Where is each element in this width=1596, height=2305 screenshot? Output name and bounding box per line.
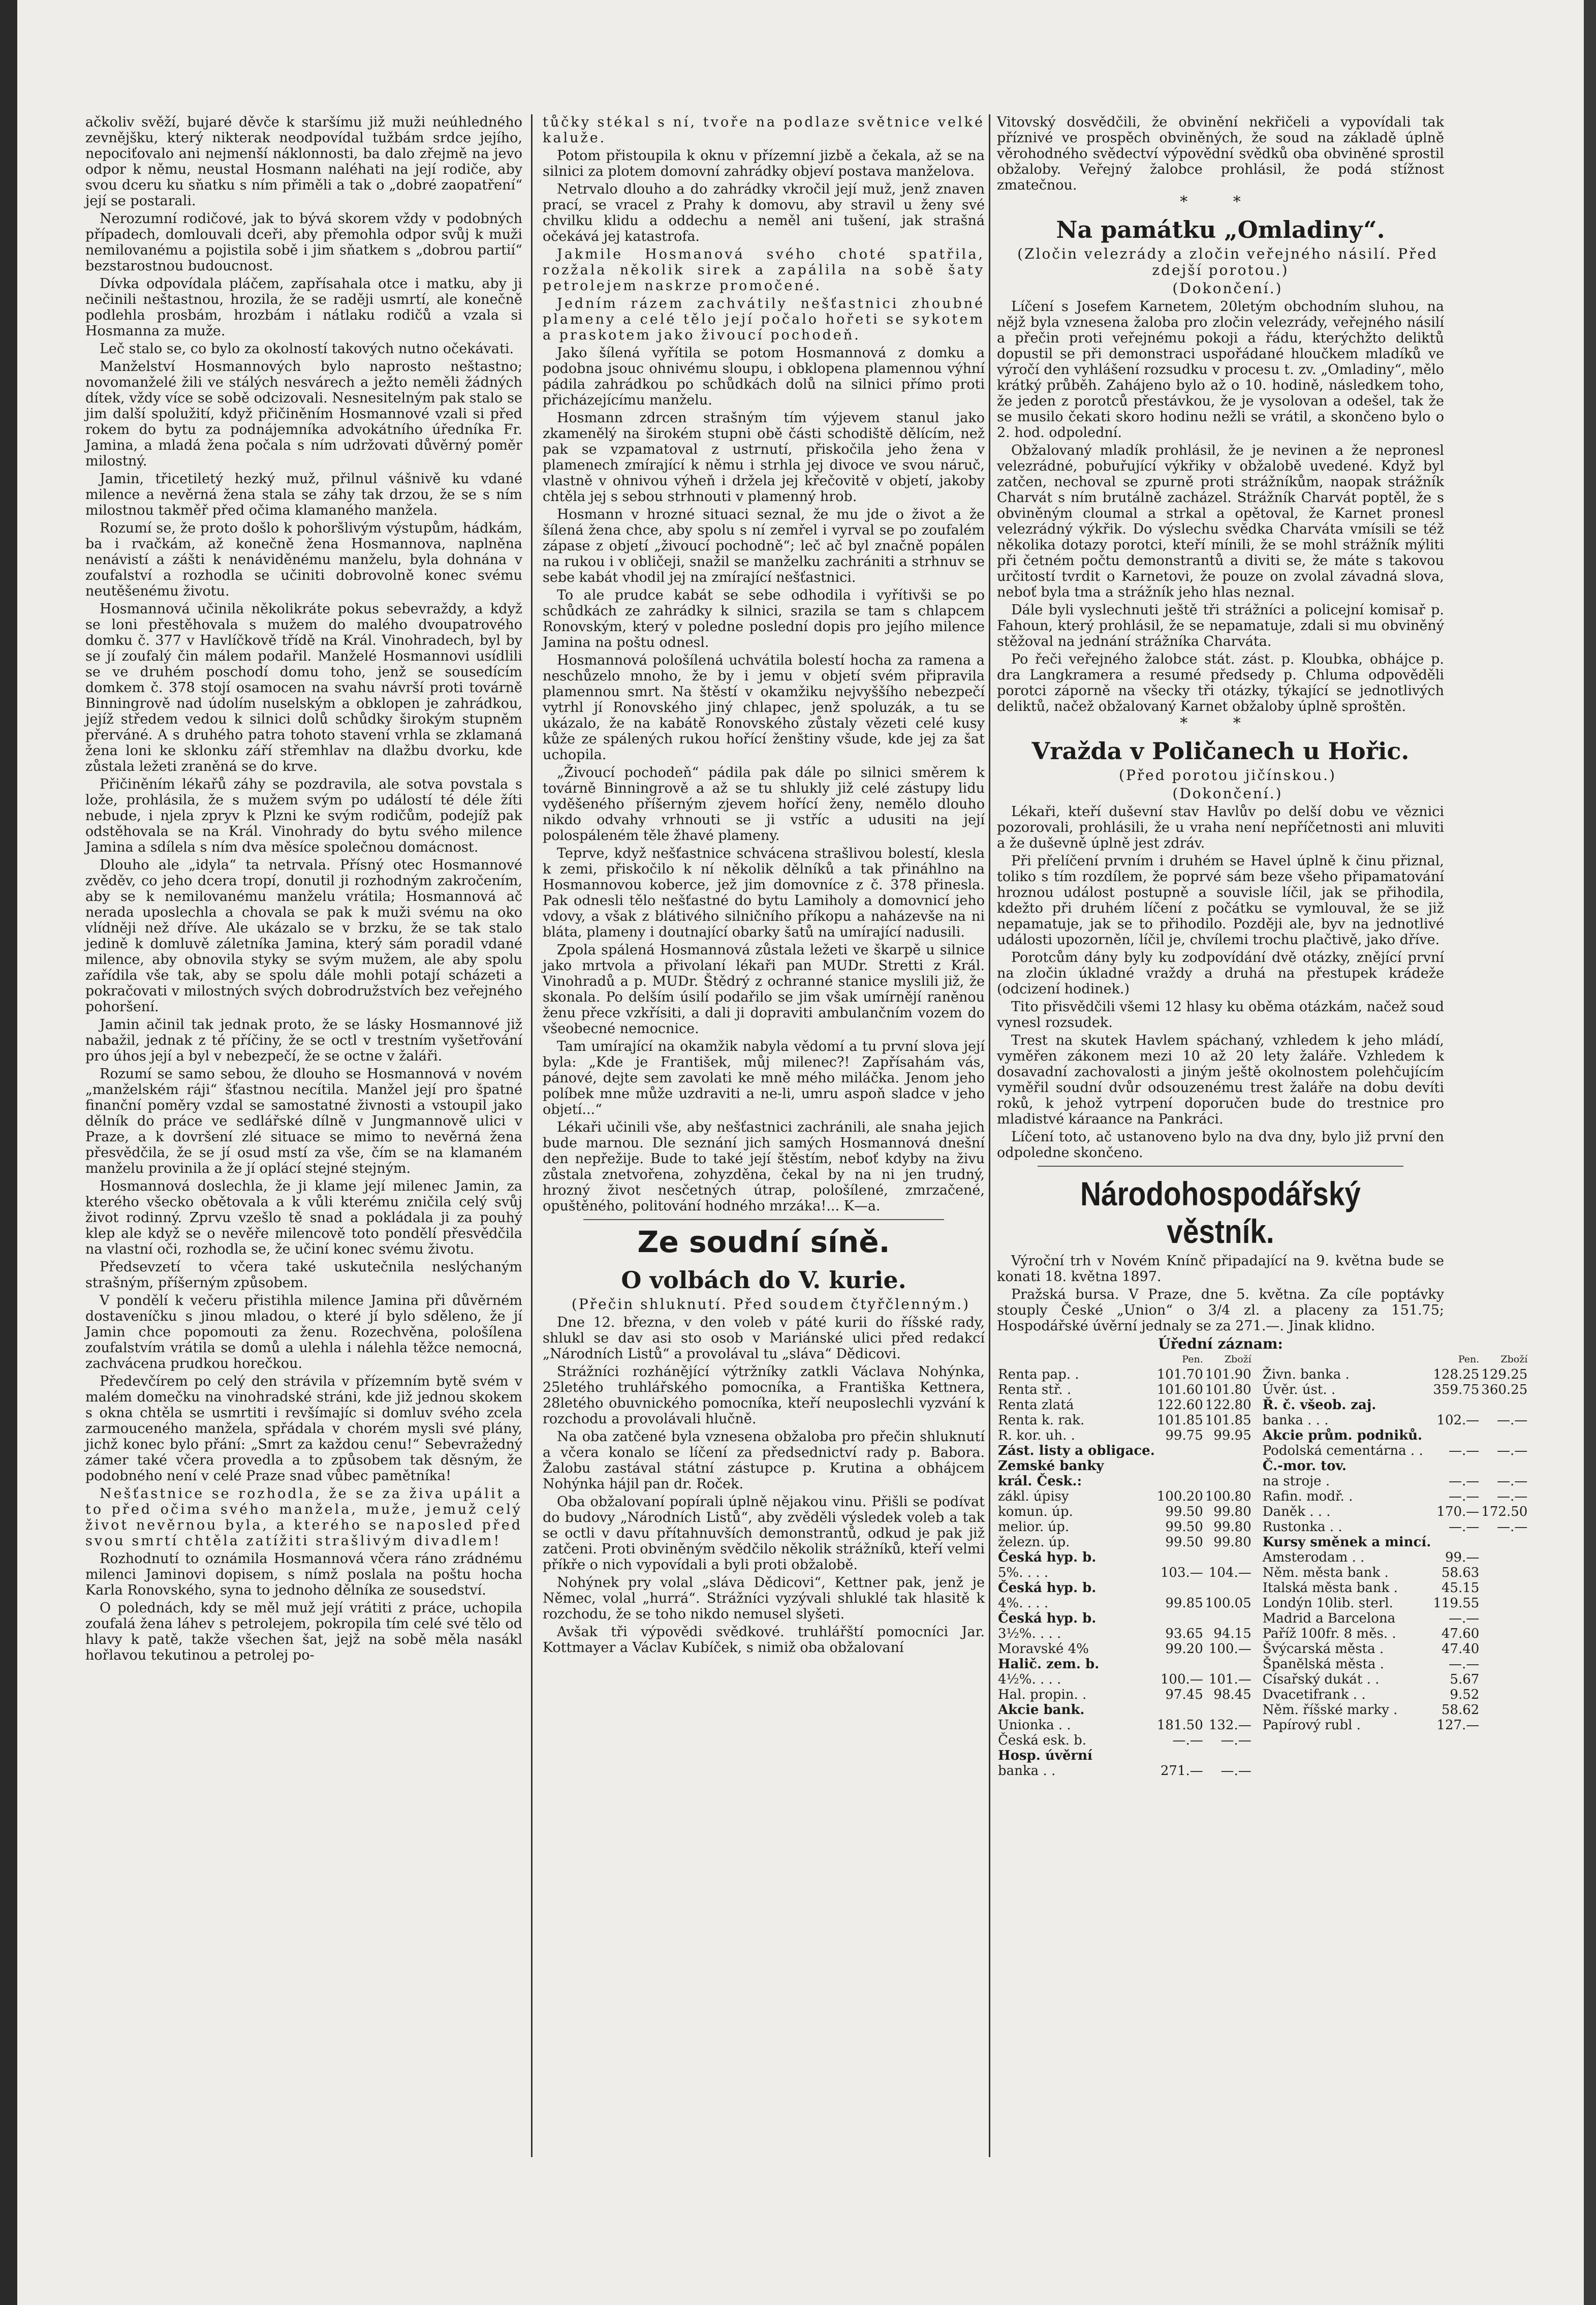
market-row-label: Papírový rubl . xyxy=(1262,1718,1361,1733)
market-row xyxy=(1262,1489,1529,1504)
section-heading-economy: Národohospodářský věstník. xyxy=(1080,1175,1361,1250)
market-row-value: 99.80 xyxy=(1213,1535,1251,1550)
market-row-value xyxy=(1204,1702,1253,1718)
market-row xyxy=(1262,1413,1529,1428)
market-row xyxy=(997,1535,1253,1550)
market-row xyxy=(1262,1535,1529,1550)
column-3 xyxy=(997,114,1528,1779)
market-row xyxy=(1262,1672,1529,1687)
market-row-label: Italská města bank . xyxy=(1262,1580,1398,1596)
scan-border-right xyxy=(1584,0,1596,2305)
paragraph: Trest na skutek Havlem spáchaný, vzhledem k jeho mládí, vyměřen zákonem mezi 10 až 20 lety žaláře. Vzhledem k dosavadní zachovalosti a jiným ještě okolnostem polehčujícím vyměřil soudní dvůr odsouzenému trest žaláře na dobu devíti roků, k jehož vytrpení doporučen bude do trestnice pro mladistvé káraance na Pankráci. xyxy=(997,1033,1444,1127)
market-row-value: —.— xyxy=(1449,1443,1480,1458)
market-row-label: Amsterodam . . xyxy=(1262,1550,1365,1565)
market-row xyxy=(997,1458,1253,1474)
market-row-value: 172.50 xyxy=(1481,1504,1528,1519)
market-row-value xyxy=(1480,1580,1528,1596)
column-rule-1 xyxy=(531,114,533,2157)
paragraph: Rozhodnutí to oznámila Hosmannová včera ráno zrádnému milenci Jaminovi dopisem, s nímž poslala na poštu hocha Karla Ronovského, syna to jednoho dělníka ze sousedství. xyxy=(85,1551,522,1598)
paragraph: Rozumí se, že proto došlo k pohoršlivým výstupům, hádkám, ba i rvačkám, až konečně žena Hosmannova, naplněna nenávistí a zášti k nenáviděnému manželu, byla dohnána v zoufalství a rozhodla se učiniti dobrovolně konec svému neutěšenému životu. xyxy=(85,520,522,599)
market-row-label: Španělská města . xyxy=(1262,1657,1384,1672)
market-row-value xyxy=(1480,1611,1528,1626)
paragraph: Oba obžalovaní popírali úplně nějakou vinu. Přišli se podívat do budovy „Národních Listů“, aby zvěděli výsledek voleb a tak se octli v davu přítahnuvších demonstrantů, odkud je pak již zatčeni. Proti obviněným svědčilo několik strážníků, kteří velmi příkře o nich vypovídali a byli proti obžalobě. xyxy=(543,1494,985,1573)
market-row-label: Rustonka . . xyxy=(1262,1519,1342,1535)
paragraph: Předevčírem po celý den strávila v přízemním bytě svém v malém domečku na vinohradské stráni, kde již jednou skokem s okna chtěla se usmrtiti i revšímajíc si domluv svého zcela zarmouceného manžela, spřádala v chorém mysli své plány, jichž konec bylo přání: „Smrt za každou cenu!“ Sebevražedný zámer také včera provedla a to způsobem tak děsným, že podobného není v celé Praze snad vůbec pamětníka! xyxy=(85,1374,522,1484)
market-row-value: 359.75 xyxy=(1433,1382,1480,1397)
column-header: Zboží xyxy=(1224,1354,1251,1365)
market-row xyxy=(997,1550,1253,1565)
section-heading-court: Ze soudní síně. xyxy=(637,1225,890,1259)
market-row-value: 101.85 xyxy=(1205,1413,1251,1428)
market-row-value xyxy=(1204,1580,1253,1596)
market-row-label: Renta k. rak. xyxy=(998,1413,1085,1428)
market-row-value xyxy=(1156,1657,1204,1672)
market-row-label: Hal. propin. . xyxy=(998,1687,1087,1702)
market-row-value: —.— xyxy=(1449,1657,1480,1672)
market-row xyxy=(1262,1718,1529,1733)
paragraph: Nerozumní rodičové, jak to bývá skorem vždy v podobných případech, domlouvali dceři, aby přemohla odpor svůj k muži nemilovanému a pojistila sobě i jim sňatkem s „dobrou partií“ bezstarostnou budoucnost. xyxy=(85,211,522,274)
market-row-value xyxy=(1480,1626,1528,1641)
market-row-value: 119.55 xyxy=(1433,1596,1480,1611)
market-row-value: 58.63 xyxy=(1441,1565,1480,1580)
market-row-label: Podolská cementárna . . xyxy=(1262,1443,1423,1458)
market-tables xyxy=(997,1352,1528,1779)
market-row-label: Akcie bank. xyxy=(998,1702,1085,1718)
market-row-value: 45.15 xyxy=(1441,1580,1480,1596)
market-row-label: 5%. . . . xyxy=(998,1565,1049,1580)
market-row-value: 128.25 xyxy=(1433,1367,1480,1382)
market-row-value: 122.80 xyxy=(1205,1397,1251,1413)
paragraph: Hosmannová učinila několikráte pokus sebevraždy, a když se loni přestěhovala s mužem do malého dvoupatrového domku č. 377 v Havlíčkově třídě na Král. Vinohradech, byl by se jí zoufalý čin málem podařil. Manželé Hosmannovi usídlili se ve druhém poschodí domu toho, jenž se sousedícím domkem č. 378 stojí osamocen na svahu návrší proti továrně Binningrově nad údolím nuselským a obklopen je zahrádkou, jejíž středem vedou k silnici dolů schůdky širokým stupněm přerváné. A s druhého patra tohoto stavení vrhla se zklamaná žena loni ke sklonku září střemhlav na dlažbu dvorku, kde zůstala ležeti zraněná se do krve. xyxy=(85,601,522,774)
market-row-label: Č.-mor. tov. xyxy=(1262,1458,1347,1474)
market-row-label: Renta stř. . xyxy=(998,1382,1072,1397)
paragraph: Na oba zatčené byla vznesena obžaloba pro přečin shluknutí a včera konalo se líčení za předsednictví rady p. Babora. Žalobu zastával státní zástupce p. Krutina a obhájcem Nohýnka hájil pan dr. Roček. xyxy=(543,1429,985,1492)
market-row xyxy=(997,1443,1253,1458)
market-row xyxy=(997,1367,1253,1382)
market-row-value: —.— xyxy=(1172,1733,1203,1748)
market-row xyxy=(997,1596,1253,1611)
market-row xyxy=(1262,1565,1529,1580)
market-row xyxy=(1262,1382,1529,1397)
market-row-label: Něm. říšské marky . xyxy=(1262,1702,1398,1718)
market-row-value: 132.— xyxy=(1208,1718,1251,1733)
market-row-label: Česká hyp. b. xyxy=(998,1550,1097,1565)
market-row-value: 101.70 xyxy=(1156,1367,1203,1382)
market-row-label: Madrid a Barcelona xyxy=(1262,1611,1396,1626)
market-row-label: Hosp. úvěrní xyxy=(998,1748,1092,1763)
market-row-label: železn. úp. xyxy=(998,1535,1070,1550)
market-row xyxy=(997,1519,1253,1535)
market-row-value: —.— xyxy=(1497,1519,1528,1535)
paragraph: Zpola spálená Hosmannová zůstala ležeti ve škarpě u silnice jako mrtvola a přivolaní lékaři pan MUDr. Stretti z Král. Vinohradů a p. MUDr. Štědrý z ochranné stanice myslili již, že skonala. Po delším úsilí podařilo se jim však umírnějí raněnou ženu přece vzkřísiti, a dali ji dopraviti ambulančním vozem do všeobecné nemocnice. xyxy=(543,942,985,1037)
market-row-value xyxy=(1480,1397,1528,1413)
paragraph: ačkoliv svěží, bujaré děvče k staršímu již muži neúhledného zevnějšku, který nikterak neodpovídal tužbám srdce jejího, nepociťovalo ani nejmenší náklonnosti, ba dalo zřejmě na jevo odpor k němu, neustal Hosmann naléhati na její rodiče, aby svou dceru ku sňatku s ním přiměli a tak o „dobré zaopatření“ její se postarali. xyxy=(85,114,522,209)
market-row-value: 47.60 xyxy=(1441,1626,1480,1641)
market-row-value: 97.45 xyxy=(1165,1687,1203,1702)
market-row-value: 103.— xyxy=(1160,1565,1203,1580)
market-row xyxy=(997,1641,1253,1657)
market-row-value: 100.20 xyxy=(1156,1489,1203,1504)
market-row-value xyxy=(1156,1474,1204,1489)
market-row-label: banka . . xyxy=(998,1763,1056,1779)
market-row-value xyxy=(1156,1550,1204,1565)
market-row-value xyxy=(1432,1458,1480,1474)
market-row xyxy=(1262,1443,1529,1458)
market-row-value xyxy=(1480,1565,1528,1580)
market-row-value: 99.— xyxy=(1445,1550,1480,1565)
paragraph: Předsevzetí to včera také uskutečnila neslýchaným strašným, příšerným způsobem. xyxy=(85,1259,522,1291)
market-row xyxy=(1262,1367,1529,1382)
market-row-label: 3½%. . . . xyxy=(998,1626,1061,1641)
market-row-label: Česká hyp. b. xyxy=(998,1611,1097,1626)
market-row-value: 360.25 xyxy=(1481,1382,1528,1397)
paragraph: Potom přistoupila k oknu v přízemní jizbě a čekala, až se na silnici za plotem domovní zahrádky objeví postava manželova. xyxy=(543,148,985,179)
market-row-value xyxy=(1480,1641,1528,1657)
market-row xyxy=(997,1565,1253,1580)
market-row xyxy=(1262,1458,1529,1474)
market-row-label: král. Česk.: xyxy=(998,1474,1082,1489)
market-row-label: na stroje . xyxy=(1262,1474,1330,1489)
market-row xyxy=(997,1626,1253,1641)
market-row-value: 129.25 xyxy=(1481,1367,1528,1382)
market-row-value xyxy=(1156,1702,1204,1718)
paragraph: O polednách, kdy se měl muž její vrátiti z práce, uchopila zoufalá žena láhev s petrolejem, pokropila tím celé své tělo od hlavy k patě, takže všechen šat, jejž na sobě měla nasákl hořlavou tekutinou a petrolej po- xyxy=(85,1600,522,1663)
market-row-value xyxy=(1204,1458,1253,1474)
market-row xyxy=(1262,1687,1529,1702)
market-row-value: 99.85 xyxy=(1165,1596,1203,1611)
market-row-label: Zást. listy a obligace. xyxy=(998,1443,1155,1458)
market-row-value: 99.80 xyxy=(1213,1519,1251,1535)
market-row-label: Londýn 10lib. sterl. xyxy=(1262,1596,1393,1611)
paragraph: Jako šílená vyřítila se potom Hosmannová z domku a podobna jsouc ohnivému sloupu, i obklopena plamennou výhní pádila zahrádkou po schůdkách dolů na silnici přímo proti přicházejícímu manželu. xyxy=(543,345,985,408)
market-row-value xyxy=(1480,1550,1528,1565)
market-row-value: 101.80 xyxy=(1205,1382,1251,1397)
column-1 xyxy=(85,114,522,1665)
market-row-value: 58.62 xyxy=(1441,1702,1480,1718)
market-row xyxy=(997,1672,1253,1687)
paragraph: Hosmann v hrozné situaci seznal, že mu jde o život a že šílená žena chce, aby spolu s ní zemřel i vyrval se po zoufalém zápase z objetí „živoucí pochodně“; leč ač byl značně popálen na rukou i v obličeji, snažil se manželku zachrániti a strhnuv se sebe kabát vhodil jej na zmírající nešťastnici. xyxy=(543,507,985,585)
market-row-label: Renta pap. . xyxy=(998,1367,1079,1382)
paragraph: Obžalovaný mladík prohlásil, že je nevinen a že nepronesl velezrádné, pobuřující výkřiky v obžalobě uvedené. Když byl zatčen, nechoval se zpurně proti strážníkům, naopak strážník Charvát s ním brutálně zacházel. Strážník Charvát poptěl, že s obviněným cloumal a strkal a opětoval, že Karnet pronesl velezrádný výkřik. Do výslechu svědka Charváta vmísili se též několika dotazy porotci, kteří mínili, že se mohl strážník mýliti při četném počtu demonstrantů a diviti se, že máte s takovou určitostí tvrdit o Karnetovi, že pouze on zvolal závadná slova, neboť byla tma a strážník jeho hlas neznal. xyxy=(997,443,1444,600)
market-row-value: —.— xyxy=(1449,1611,1480,1626)
paragraph: Pražská bursa. V Praze, dne 5. května. Za cíle poptávky stouply České „Union“ o 3/4 zl. a placeny za 151.75; Hospodářské úvěrní jednaly se za 271.—. Jinak klidno. xyxy=(997,1287,1444,1334)
market-row-value: 170.— xyxy=(1436,1504,1480,1519)
market-row-value xyxy=(1204,1443,1253,1458)
market-row-value: 99.20 xyxy=(1165,1641,1203,1657)
market-row-value: 94.15 xyxy=(1213,1626,1251,1641)
market-row-value xyxy=(1480,1687,1528,1702)
market-row-value xyxy=(1156,1748,1204,1763)
market-row-label: Kursy směnek a mincí. xyxy=(1262,1535,1431,1550)
market-row-value: 9.52 xyxy=(1450,1687,1480,1702)
market-row-value: 100.05 xyxy=(1205,1596,1251,1611)
scan-border-left xyxy=(0,0,17,2305)
paragraph: Netrvalo dlouho a do zahrádky vkročil její muž, jenž znaven prací, se vracel z Prahy k domovu, aby stravil u ženy své chvilku klidu a oddechu a neměl ani tušení, jak strašná očekává jej katastrofa. xyxy=(543,181,985,244)
market-row-label: 4½%. . . . xyxy=(998,1672,1061,1687)
section-divider xyxy=(1038,1166,1403,1167)
market-row-value: 99.75 xyxy=(1165,1428,1203,1443)
paragraph: Dlouho ale „idyla“ ta netrvala. Přísný otec Hosmannové zvěděv, co jeho dcera tropí, donutil ji rozhodným zakročením, aby se k nemilovanému manželu vrátila; Hosmannová ač nerada uposlechla a chovala se pak k muži svému na oko vlídněji než dříve. Ale ukázalo se v brzku, že se tak stalo jedině k domluvě záletníka Jamina, který sám poradil vdané milence, aby obnovila styky se svým mužem, ale aby spolu zařídila vše tak, aby se spolu dále mohli potají scházeti a pokračovati v milostných svých dobrodružstvích bez veřejného pohoršení. xyxy=(85,857,522,1015)
market-row-value: —.— xyxy=(1449,1519,1480,1535)
column-2 xyxy=(543,114,985,1658)
market-row-label: Paříž 100fr. 8 měs. . xyxy=(1262,1626,1396,1641)
market-row-label: Úvěr. úst. . xyxy=(1262,1382,1336,1397)
column-rule-2 xyxy=(989,114,990,2157)
market-row-label: Daněk . . . xyxy=(1262,1504,1331,1519)
paragraph: Strážníci rozhánějící výtržníky zatkli Václava Nohýnka, 25letého truhlářského pomocníka, a Františka Kettnera, 28letého obuvnického pomocníka, kteří neuposlechli vyzvání k rozchodu a provolávali hlučně. xyxy=(543,1364,985,1427)
article-subheading: (Přečin shluknutí. Před soudem čtyřčlenným.) xyxy=(571,1296,971,1313)
market-row-value: —.— xyxy=(1221,1733,1251,1748)
market-row-value xyxy=(1480,1718,1528,1733)
market-row xyxy=(1262,1550,1529,1565)
market-table-right xyxy=(1262,1352,1529,1733)
market-row-value xyxy=(1480,1657,1528,1672)
market-row-value: 101.90 xyxy=(1205,1367,1251,1382)
market-row-value: 5.67 xyxy=(1450,1672,1480,1687)
market-row-label: Rafin. modř. . xyxy=(1262,1489,1353,1504)
paragraph: Hosmannová doslechla, že ji klame její milenec Jamin, za kterého všecko obětovala a k vůli kterému zničila celý svůj život rodinný. Zprvu vzešlo tě snad a pokládala ji za pouhý klep ale když se o nevěře milencově toto pondělí přesvědčila na vlastní oči, rozhodla se, že učiní konec svému životu. xyxy=(85,1178,522,1257)
paragraph: Jedním rázem zachvátily nešťastnici zhoubné plameny a celé tělo její počalo hořeti se sykotem a praskotem jako živoucí pochodeň. xyxy=(543,296,985,343)
market-row-value xyxy=(1156,1580,1204,1596)
article-heading-omladina: Na památku „Omladiny“. xyxy=(1056,216,1385,243)
paragraph: Hosmann zdrcen strašným tím výjevem stanul jako zkamenělý na širokém stupni obě části schodiště dělícím, než pak se vzpamatoval z ustrnutí, přiskočila jeho žena v plamenech zmírající k němu i strhla jej divoce ve svou náruč, vlastně v ohnivou výheň i držela jej křečovitě v objetí, jakoby chtěla jej s sebou strhnouti v plamenný hrob. xyxy=(543,410,985,505)
market-row xyxy=(997,1474,1253,1489)
market-row-value xyxy=(1480,1428,1528,1443)
market-row-label: komun. úp. xyxy=(998,1504,1073,1519)
market-row xyxy=(1262,1474,1529,1489)
market-row-label: Renta zlatá xyxy=(998,1397,1074,1413)
market-row-value: 47.40 xyxy=(1441,1641,1480,1657)
paragraph: Jamin ačinil tak jednak proto, že se lásky Hosmannové již nabažil, jednak z té příčiny, že se octl v trestním vyšetřování pro úhos její a byl v nebezpečí, že se octne v žaláři. xyxy=(85,1017,522,1064)
market-row-value: —.— xyxy=(1497,1474,1528,1489)
market-row-value: 93.65 xyxy=(1165,1626,1203,1641)
market-row xyxy=(997,1504,1253,1519)
market-row xyxy=(1262,1626,1529,1641)
paragraph: Dne 12. března, v den voleb v páté kurii do říšské rady, shlukl se dav asi sto osob v Mariánské ulici před redakcí „Národních Listů“ a provolával tu „sláva“ Dědicovi. xyxy=(543,1315,985,1362)
market-row xyxy=(997,1687,1253,1702)
market-row-value: —.— xyxy=(1497,1413,1528,1428)
market-row xyxy=(1262,1519,1529,1535)
market-row-value xyxy=(1480,1672,1528,1687)
market-row-label: zákl. úpisy xyxy=(998,1489,1069,1504)
market-row-value xyxy=(1204,1474,1253,1489)
market-row-value: 102.— xyxy=(1436,1413,1480,1428)
paragraph: Nešťastnice se rozhodla, že se za živa upálit a to před očima svého manžela, muže, jemuž celý život nevěrnou byla, a kterého se naposled před svou smrtí chtěla zatížiti strašlivým divadlem! xyxy=(85,1486,522,1549)
paragraph: V pondělí k večeru přistihla milence Jamina při důvěrném dostaveníčku s jinou mladou, o které jí bylo sděleno, že jí Jamin chce popomouti za ženu. Rozechvěna, pološílena zoufalstvím vrátila se domů a ulehla i nálehla těžce nemocná, zachvácena prudkou horečkou. xyxy=(85,1293,522,1372)
article-note: (Dokončení.) xyxy=(1172,785,1283,802)
market-row-label: Moravské 4% xyxy=(998,1641,1089,1657)
paragraph: To ale prudce kabát se sebe odhodila i vyřítivši se po schůdkách ze zahrádky k silnici, srazila se tam s chlapcem Ronovským, který v poledne poslední dopis pro jejího milence Jamina na poštu odnesl. xyxy=(543,587,985,650)
market-row-value: 101.— xyxy=(1208,1672,1251,1687)
market-row-label: Česká hyp. b. xyxy=(998,1580,1097,1596)
market-row xyxy=(997,1413,1253,1428)
market-row-value: —.— xyxy=(1497,1489,1528,1504)
market-row-value: —.— xyxy=(1497,1443,1528,1458)
paragraph: Líčení s Josefem Karnetem, 20letým obchodním sluhou, na nějž byla vznesena žaloba pro zločin velezrády, veřejného násilí a přečin proti veřejnému pokoji a řádu, kterýchžto deliktů dopustil se při demonstraci uspořádané hloučkem mladíků ve výročí den vyhlášení rozsudku v procesu t. zv. „Omladiny“, mělo krátký průběh. Zahájeno bylo až o 10. hodině, následkem toho, že jeden z porotců přestávkou, že je vysolovan a odešel, tak že se musilo čekati skoro hodinu nežli se vrátil, a skončeno bylo o 2. hod. odpolední. xyxy=(997,299,1444,441)
market-row-label: Živn. banka . xyxy=(1262,1367,1350,1382)
market-row xyxy=(997,1580,1253,1596)
market-row-value xyxy=(1480,1702,1528,1718)
article-heading-elections: O volbách do V. kurie. xyxy=(621,1266,906,1294)
paragraph: Po řeči veřejného žalobce stát. zást. p. Kloubka, obhájce p. dra Langkramera a resumé předsedy p. Chluma odpověděli porotci záporně na všecky tři otázky, týkající se jednotlivých deliktů, načež obžalovaný Karnet obžaloby úplně sproštěn. xyxy=(997,651,1444,714)
paragraph: tůčky stékal s ní, tvoře na podlaze světnice velké kaluže. xyxy=(543,114,985,146)
market-row-label: Halič. zem. b. xyxy=(998,1657,1100,1672)
market-row-value: 100.— xyxy=(1208,1641,1251,1657)
paragraph: Lékaři, kteří duševní stav Havlův po delší dobu ve věznici pozorovali, prohlásili, že u vraha není nepříčetnosti ani mluviti a že duševně úplně jest zdráv. xyxy=(997,804,1444,851)
market-row xyxy=(1262,1611,1529,1626)
market-row-label: banka . . . xyxy=(1262,1413,1329,1428)
market-row-label: Dvacetifrank . . xyxy=(1262,1687,1366,1702)
paragraph: Teprve, když nešťastnice schvácena strašlivou bolestí, klesla k zemi, přiskočilo k ní několik dělníků a tak přináhlno na Hosmannovou koberce, jež jim domovníce z č. 378 přinesla. Pak odnesli tělo nešťastné do bytu Lamiholy a domovnicí jeho vdovy, a však z blátivého silničního příkopu a naházevše na ni bláta, plameny i doutnající obarky šatů na umírající nadusili. xyxy=(543,846,985,940)
market-row-value: 101.85 xyxy=(1156,1413,1203,1428)
market-row-label: Unionka . . xyxy=(998,1718,1071,1733)
paragraph: Tito přisvědčili všemi 12 hlasy ku oběma otázkám, načež soud vynesl rozsudek. xyxy=(997,999,1444,1031)
paragraph: Vitovský dosvědčili, že obvinění nekřičeli a vypovídali tak příznivé ve prospěch obviněných, že soud na základě úplně věrohodného svědectví výpovědní svědků oba obviněné sprostil obžaloby. Veřejný žalobce prohlásil, že podá stížnost zmatečnou. xyxy=(997,114,1444,193)
market-row-label: Něm. města bank . xyxy=(1262,1565,1389,1580)
paragraph: Rozumí se samo sebou, že dlouho se Hosmannová v novém „manželském ráji“ šťastnou necítila. Manžel její pro špatné finanční poměry vzdal se samostatné živnosti a vstoupil jako dělník do práce ve sedlářské dílně v Jungmannově ulici v Praze, a k dovršení zlé situace se mimo to nevěrná žena přesvědčila, že se jí osud mstí za vše, čím se na klamaném manželu provinila a že jí oplácí stejné stejným. xyxy=(85,1066,522,1176)
market-row-value: 100.80 xyxy=(1205,1489,1251,1504)
paragraph: Leč stalo se, co bylo za okolností takových nutno očekávati. xyxy=(100,341,514,357)
market-row-value: 104.— xyxy=(1208,1565,1251,1580)
paragraph: Jakmile Hosmanová svého choté spatřila, rozžala několik sirek a zapálila na sobě šaty petrolejem naskrze promočené. xyxy=(543,246,985,294)
market-row-label: Císařský dukát . . xyxy=(1262,1672,1380,1687)
market-row-label: melior. úp. xyxy=(998,1519,1070,1535)
market-row-value xyxy=(1432,1535,1480,1550)
paragraph: Avšak tři výpovědi svědkové. truhlářští pomocníci Jar. Kottmayer a Václav Kubíček, s nimiž oba obžalovaní xyxy=(543,1624,985,1656)
market-row xyxy=(997,1611,1253,1626)
market-row-value xyxy=(1156,1443,1204,1458)
market-row-value: —.— xyxy=(1221,1763,1251,1779)
market-row-value: 181.50 xyxy=(1156,1718,1203,1733)
market-row-value: 127.— xyxy=(1436,1718,1480,1733)
market-row-value xyxy=(1432,1397,1480,1413)
market-row-label: Ř. č. všeob. zaj. xyxy=(1262,1397,1376,1413)
paragraph: Hosmannová pološílená uchvátila bolestí hocha za ramena a neschůzelo mnoho, že by i jemu v objetí svém připravila plamennou smrt. Na štěstí v okamžiku nejvyššího nebezpečí vytrhl jí Ronovského jiný chlapec, jenž spoluzák, a tu se ukázalo, že na kabátě Ronovského zůstaly vězeti celé kusy kůže ze spálených rukou hořící ženštiny všude, kde jej za šat uchopila. xyxy=(543,652,985,763)
market-row-value: 122.60 xyxy=(1156,1397,1203,1413)
market-row xyxy=(997,1397,1253,1413)
market-row-label: Švýcarská města . xyxy=(1262,1641,1384,1657)
market-row xyxy=(1262,1397,1529,1413)
market-row-value: 271.— xyxy=(1160,1763,1203,1779)
market-row xyxy=(1262,1657,1529,1672)
market-row-value xyxy=(1480,1596,1528,1611)
paragraph: Manželství Hosmannových bylo naprosto neštastno; novomanželé žili ve stálých nesvárech a ježto neměli žádných dítek, vždy více se sobě odcizovali. Nesnesitelným pak stalo se jim další spolužití, když přičiněním Hosmannové vzali si před rokem do bytu za podnájemníka advokátního úředníka Fr. Jamina, a mladá žena počala s ním udržovati důvěrný poměr milostný. xyxy=(85,359,522,469)
market-row-label: Česká esk. b. xyxy=(998,1733,1087,1748)
market-row-value xyxy=(1204,1611,1253,1626)
market-row xyxy=(1262,1504,1529,1519)
market-row xyxy=(997,1657,1253,1672)
market-row-value xyxy=(1480,1458,1528,1474)
separator-stars: * * xyxy=(1180,714,1261,732)
market-row xyxy=(997,1763,1253,1779)
market-row-value: 100.— xyxy=(1160,1672,1203,1687)
paragraph: Jamin, třicetiletý hezký muž, přilnul vášnivě ku vdané milence a nevěrná žena stala se záhy tak drzou, že se s ním milostnou takměř před očima klamaného manžela. xyxy=(85,471,522,518)
paragraph: „Živoucí pochodeň“ pádila pak dále po silnici směrem k továrně Binningrově a až se tu shlukly již celé zástupy lidu vyděšeného příšerným zjevem hořící ženy, nemělo dlouho nikdo odvahy vrhnouti se ji vstříc a udusiti na její polospáleném těle žhavé plameny. xyxy=(543,765,985,844)
paragraph: Při přelíčení prvním i druhém se Havel úplně k činu přiznal, toliko s tím rozdílem, že poprvé sám beze všeho připamatování hroznou událost postupně a souvisle líčil, jak se přihodila, kdežto při druhém líčení z počátku se vymlouval, že se již nepamatuje, jak se to přihodilo. Později ale, byv na jednotlivé události upozorněn, líčil je, chvílemi trochu plačtivě, jako dříve. xyxy=(997,853,1444,948)
paragraph: Přičiněním lékařů záhy se pozdravila, ale sotva povstala s lože, prohlásila, že s mužem svým po událostí té déle žíti nebude, i njela zpryv k Plzni ke svým rodičům, podejíž pak odstěhovala se na Král. Vinohrady do bytu svého milence Jamina a sdílela s ním dva měsíce společnou domácnost. xyxy=(85,776,522,855)
paragraph: Porotcům dány byly ku zodpovídání dvě otázky, znějící první na zločin úkladné vraždy a druhá na přestupek krádeže (odcizení hodinek.) xyxy=(997,950,1444,997)
market-row xyxy=(997,1718,1253,1733)
market-row xyxy=(997,1733,1253,1748)
paragraph: Lékaři učinili vše, aby nešťastnici zachránili, ale snaha jejich bude marnou. Dle seznání jich samých Hosmannová dnešní den nepřežije. Bude to také její štěstím, neboť kdyby na živu zůstala znetvořena, zohyzděna, čekal by na ni jen trudný, hrozný život nesčetných útrap, pološílené, zmrzačené, opuštěného, politování hodného mrzáka!... K—a. xyxy=(543,1119,985,1214)
paragraph: Nohýnek pry volal „sláva Dědicovi“, Kettner pak, jenž je Němec, volal „hurrá“. Strážníci vyzývali shluklé tak hlasitě k rozchodu, že se toho nikdo nemusel slyšeti. xyxy=(543,1575,985,1622)
column-header: Zboží xyxy=(1500,1354,1528,1365)
market-row-value xyxy=(1204,1748,1253,1763)
market-row-value: 98.45 xyxy=(1213,1687,1251,1702)
market-row xyxy=(1262,1596,1529,1611)
market-row xyxy=(1262,1580,1529,1596)
market-row-value xyxy=(1156,1458,1204,1474)
market-row xyxy=(997,1748,1253,1763)
article-subheading: (Před porotou jičínskou.) xyxy=(1119,767,1336,784)
market-row xyxy=(997,1702,1253,1718)
paragraph: Dívka odpovídala pláčem, zapřísahala otce i matku, aby ji nečinili neštastnou, hrozila, že se raději usmrtí, ale konečně podlehla prosbám, hrozbám i nátlaku rodičů a vzala si Hosmanna za muže. xyxy=(85,276,522,339)
market-row-label: Zemské banky xyxy=(998,1458,1104,1474)
market-row-value: 101.60 xyxy=(1156,1382,1203,1397)
market-row-value: 99.95 xyxy=(1213,1428,1251,1443)
market-row-value xyxy=(1432,1428,1480,1443)
market-row xyxy=(997,1382,1253,1397)
market-row-label: 4%. . . . xyxy=(998,1596,1049,1611)
market-row-value xyxy=(1204,1657,1253,1672)
market-row-value: —.— xyxy=(1449,1474,1480,1489)
paragraph: Dále byli vyslechnuti ještě tři strážníci a policejní komisař p. Fahoun, který prohlásil, že se nepamatuje, zdali si mu obviněný stěžoval na jednání strážníka Charváta. xyxy=(997,602,1444,649)
paragraph: Tam umírající na okamžik nabyla vědomí a tu první slova její byla: „Kde je František, můj milenec?! Zapřísahám vás, pánové, dejte sem zavolati ke mně mého miláčka. Jenom jeho políbek mne může uzdraviti a ne-li, umru aspoň sladce v jeho objetí...“ xyxy=(543,1039,985,1117)
market-heading: Úřední záznam: xyxy=(1158,1335,1283,1352)
paragraph: Líčení toto, ač ustanoveno bylo na dva dny, bylo již první den odpoledne skončeno. xyxy=(997,1129,1444,1161)
market-row xyxy=(997,1489,1253,1504)
market-row-value: —.— xyxy=(1449,1489,1480,1504)
article-subheading: (Zločin velezrády a zločin veřejného násilí. Před zdejší porotou.) xyxy=(1017,245,1438,278)
market-row xyxy=(1262,1702,1529,1718)
market-row-label: Akcie prům. podniků. xyxy=(1262,1428,1423,1443)
column-header: Pen. xyxy=(1458,1354,1480,1365)
market-row-value xyxy=(1480,1535,1528,1550)
section-divider xyxy=(583,1219,944,1220)
market-table-left xyxy=(997,1352,1253,1779)
market-row-value: 99.50 xyxy=(1165,1519,1203,1535)
article-heading-murder: Vražda v Poličanech u Hořic. xyxy=(1031,737,1410,765)
market-row-value: 99.80 xyxy=(1213,1504,1251,1519)
separator-stars: * * xyxy=(1180,193,1261,211)
paragraph: Výroční trh v Novém Knínč připadající na 9. května bude se konati 18. května 1897. xyxy=(997,1253,1444,1285)
market-row-value: 99.50 xyxy=(1165,1504,1203,1519)
column-header: Pen. xyxy=(1182,1354,1203,1365)
market-row xyxy=(997,1428,1253,1443)
market-row-value xyxy=(1204,1550,1253,1565)
market-row xyxy=(1262,1428,1529,1443)
article-note: (Dokončení.) xyxy=(1172,280,1283,297)
market-row-value: 99.50 xyxy=(1165,1535,1203,1550)
market-row xyxy=(1262,1641,1529,1657)
market-row-label: R. kor. uh. . xyxy=(998,1428,1075,1443)
market-row-value xyxy=(1156,1611,1204,1626)
